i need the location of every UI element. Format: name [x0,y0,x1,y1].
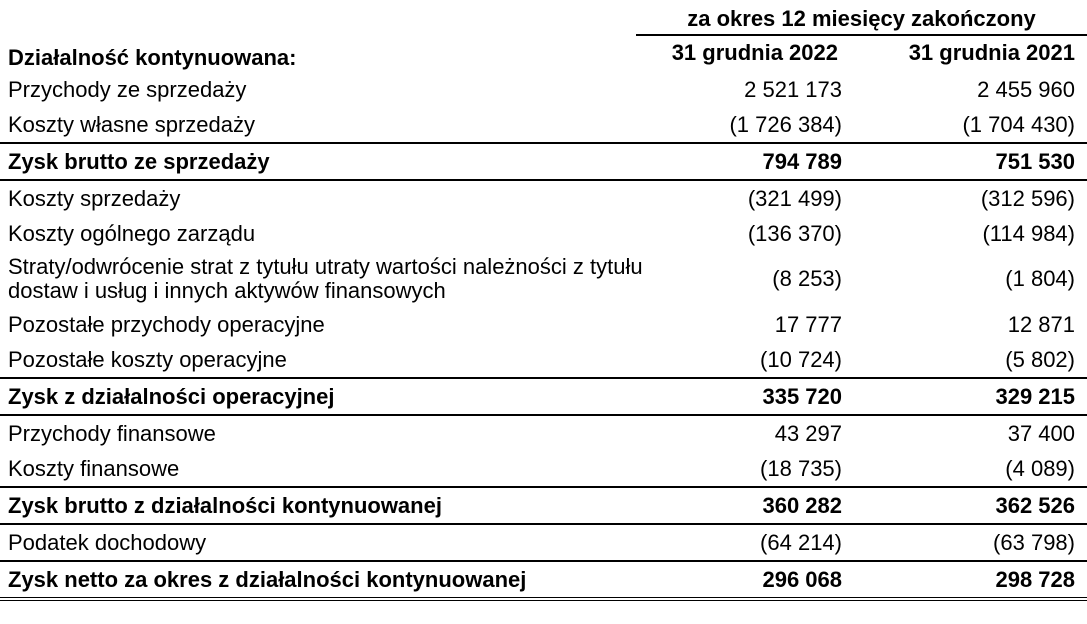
value-2021: (63 798) [993,529,1075,555]
value-2022: 360 282 [762,492,842,518]
income-statement-table [0,72,1087,601]
value-2021: 298 728 [995,566,1075,592]
value-2021: (114 984) [982,220,1075,246]
section-title: Działalność kontynuowana: [8,45,297,70]
subtotal-row [0,486,1087,525]
row-label: Zysk brutto ze sprzedaży [8,148,270,174]
value-2022: (8 253) [772,266,842,291]
table-row [0,72,1087,107]
value-2021: (1 704 430) [962,111,1075,137]
row-label: Zysk brutto z działalności kontynuowanej [8,492,442,518]
row-label: Przychody finansowe [8,420,216,446]
table-row [0,216,1087,251]
row-label: Podatek dochodowy [8,529,207,555]
table-row [0,251,1087,307]
value-2021: 2 455 960 [977,76,1075,102]
value-2022: 296 068 [762,566,842,592]
column-header-2022: 31 grudnia 2022 [671,40,838,65]
row-label: Koszty finansowe [8,455,180,481]
value-2021: (1 804) [1005,266,1075,291]
value-2022: (18 735) [760,455,842,481]
subtotal-row [0,142,1087,181]
total-row [0,560,1087,601]
value-2022: (1 726 384) [729,111,842,137]
value-2022: 335 720 [762,383,842,409]
value-2021: 751 530 [995,148,1075,174]
value-2021: 12 871 [1007,311,1075,337]
row-label: Zysk z działalności operacyjnej [8,383,335,409]
table-row [0,107,1087,142]
value-2021: (5 802) [1005,346,1075,372]
value-2021: (4 089) [1005,455,1075,481]
value-2022: (136 370) [747,220,842,246]
value-2022: (321 499) [747,185,842,211]
row-label: Pozostałe koszty operacyjne [8,346,287,372]
table-row [0,416,1087,451]
value-2022: (64 214) [760,529,842,555]
row-label: Koszty ogólnego zarządu [8,220,256,246]
table-row [0,342,1087,377]
subtotal-row [0,377,1087,416]
value-2021: 329 215 [995,383,1075,409]
value-2021: 362 526 [995,492,1075,518]
value-2022: 43 297 [774,420,842,446]
row-label: Koszty sprzedaży [8,185,181,211]
value-2022: (10 724) [760,346,842,372]
value-2022: 2 521 173 [744,76,842,102]
value-2022: 794 789 [762,148,842,174]
table-row [0,525,1087,560]
table-row [0,307,1087,342]
row-label: Koszty własne sprzedaży [8,111,255,137]
row-label: Pozostałe przychody operacyjne [8,311,325,337]
row-label: Zysk netto za okres z działalności kontynuowanej [8,566,527,592]
column-header-2021: 31 grudnia 2021 [908,40,1075,65]
table-row [0,181,1087,216]
row-label: Przychody ze sprzedaży [8,76,247,102]
value-2021: (312 596) [980,185,1075,211]
period-header: za okres 12 miesięcy zakończony [687,6,1036,31]
table-row [0,451,1087,486]
row-label: Straty/odwrócenie strat z tytułu utraty wartości należności z tytułu dostaw i usług i innych aktywów finansowych [8,254,643,303]
value-2022: 17 777 [774,311,842,337]
value-2021: 37 400 [1007,420,1075,446]
